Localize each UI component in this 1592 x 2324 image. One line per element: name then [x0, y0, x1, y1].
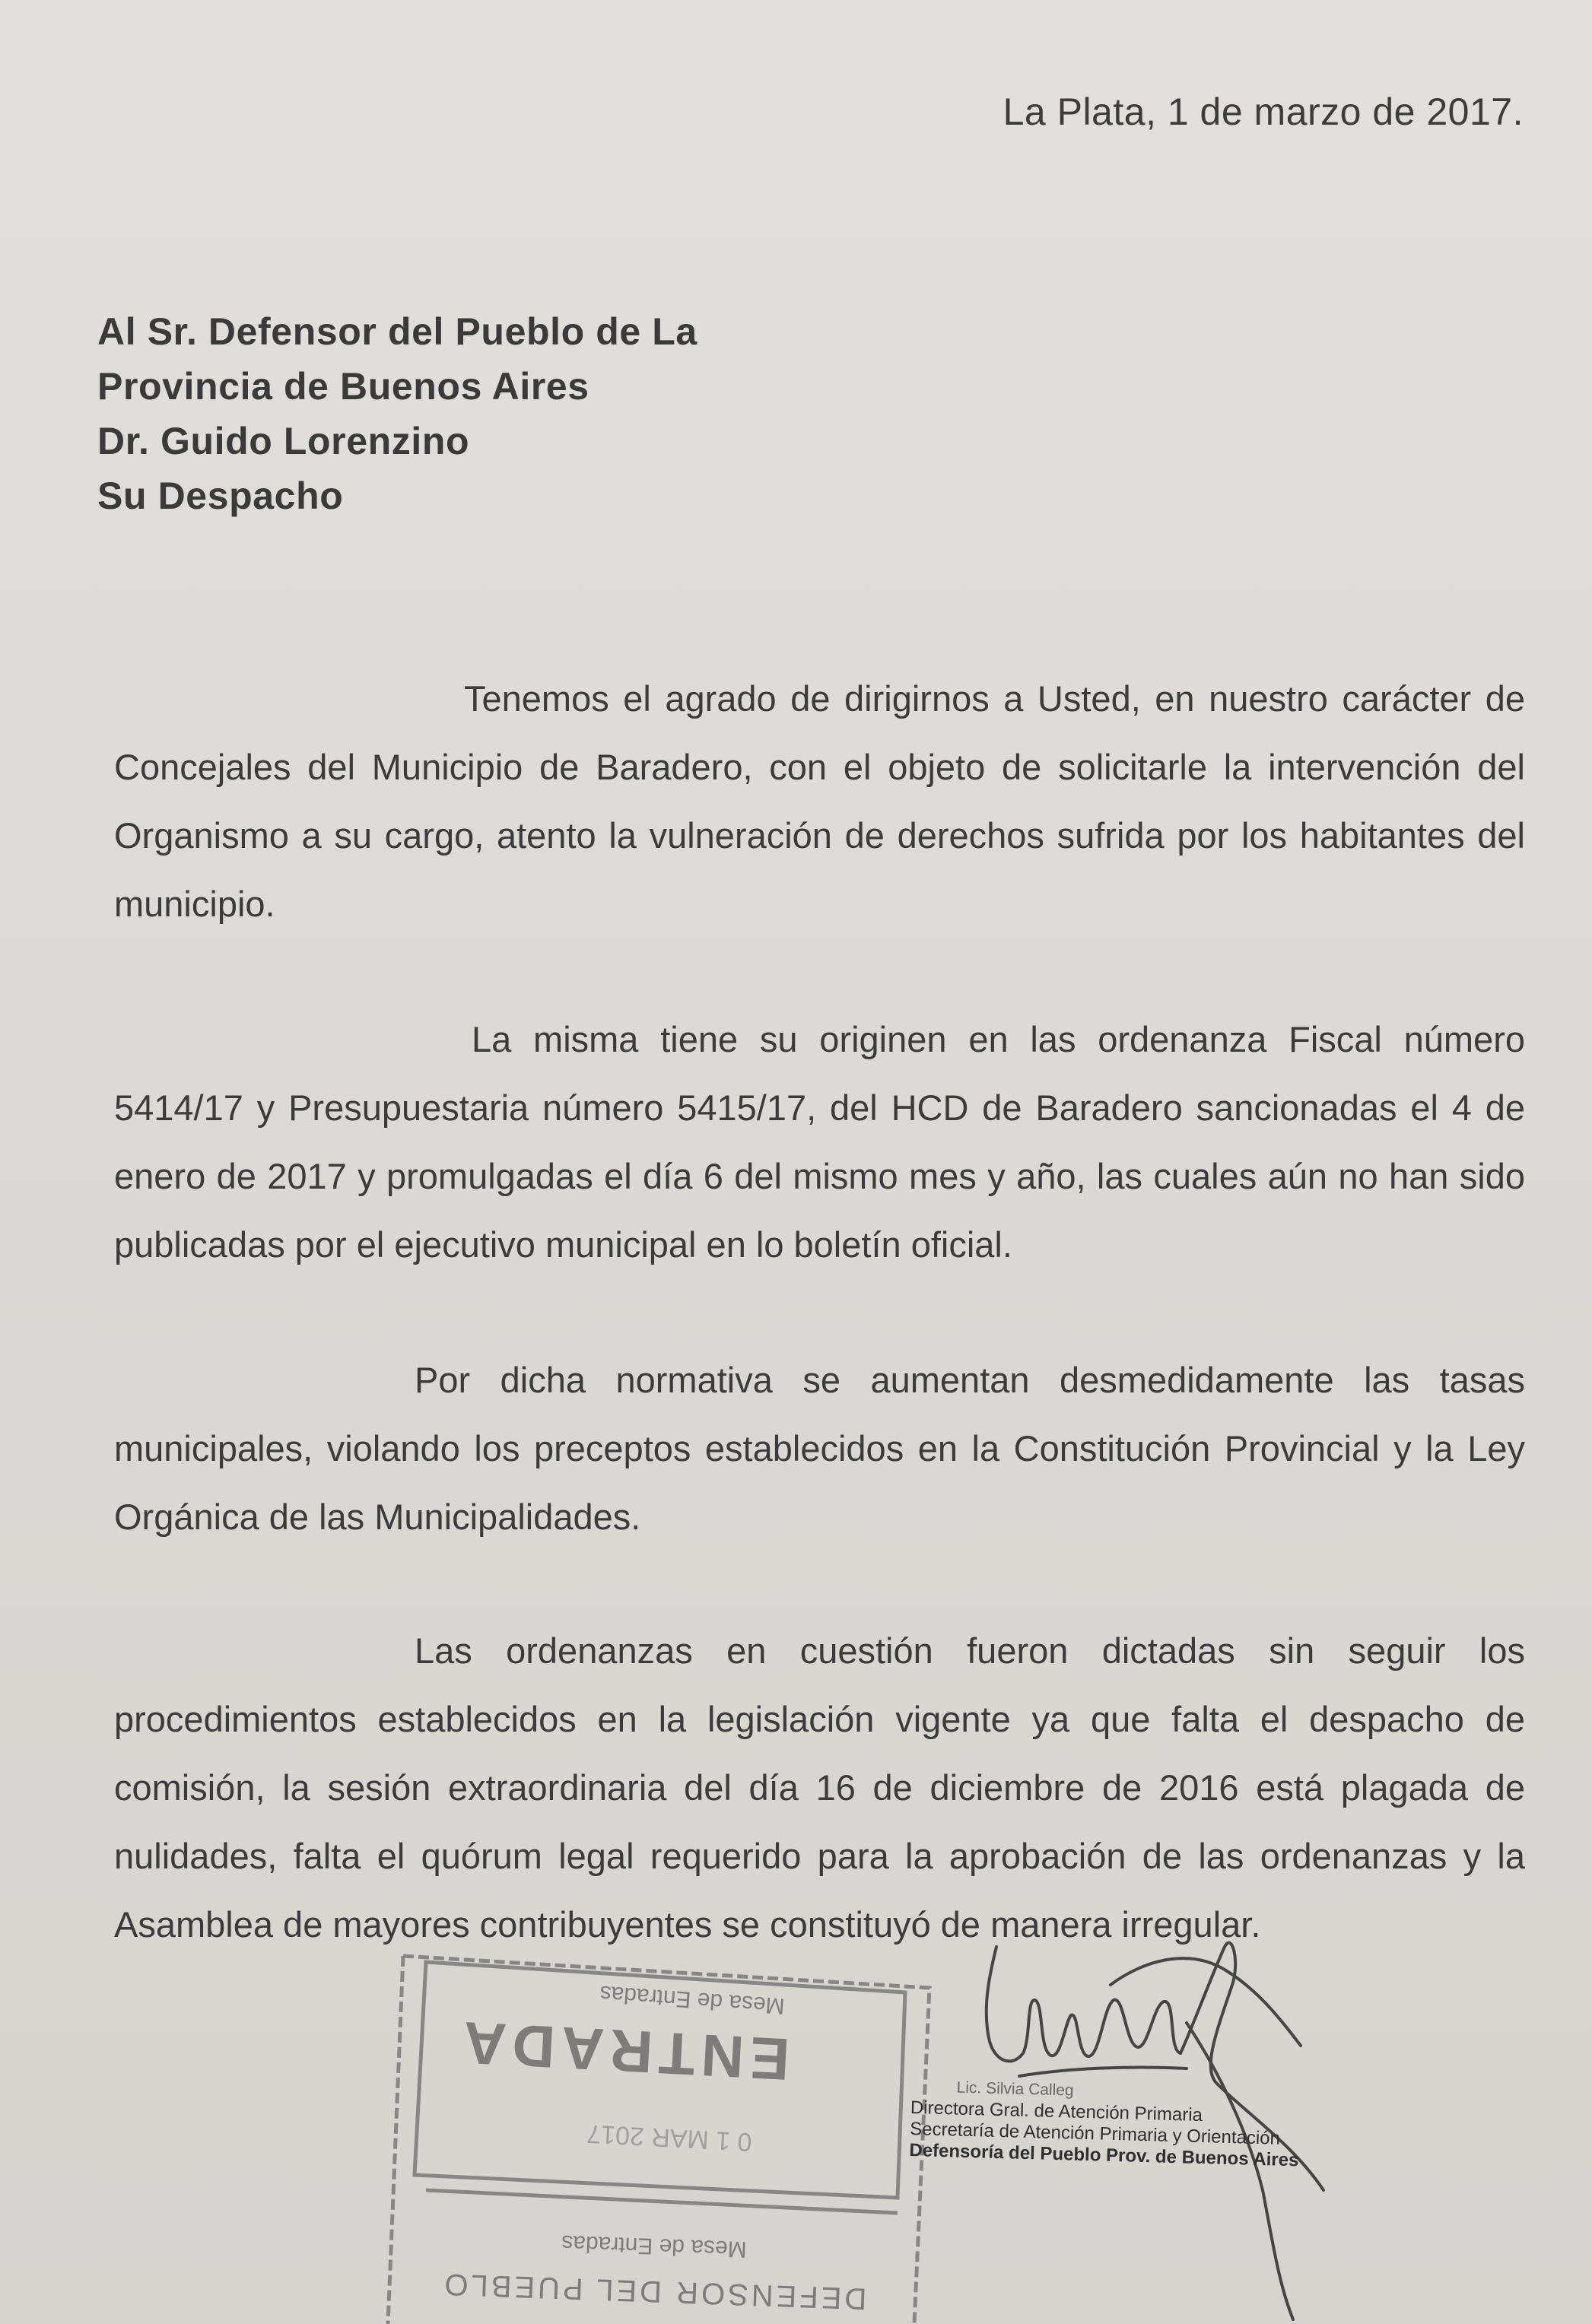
recipient-line-1: Al Sr. Defensor del Pueblo de La — [97, 310, 697, 353]
signature-block — [909, 2076, 1301, 2171]
recipient-line-3: Dr. Guido Lorenzino — [97, 420, 470, 462]
recipient-line-2: Provincia de Buenos Aires — [97, 365, 589, 408]
signature-title-1: Directora Gral. de Atención Primaria — [910, 2097, 1203, 2126]
signature-title-2: Secretaría de Atención Primaria y Orientación — [909, 2118, 1281, 2149]
stamp-top-text: Mesa de Entradas — [599, 1980, 786, 2019]
stamp-bottom-text-2: DEFENSOR DEL PUEBLO — [440, 2267, 868, 2316]
date-line: La Plata, 1 de marzo de 2017. — [1003, 90, 1524, 133]
recipient-line-4: Su Despacho — [97, 475, 344, 517]
paragraph-3: Por dicha normativa se aumentan desmedidamente las tasas municipales, violando los preceptos establecidos en la Constitución Provincial y la Ley Orgánica de las Municipalidades. — [114, 1360, 1525, 1537]
paragraph-1: Tenemos el agrado de dirigirnos a Usted, en nuestro carácter de Concejales del Municipio de Baradero, con el objeto de solicitarle la intervención del Organismo a su cargo, atento la vulneración de derechos sufrida por los habitantes del municipio. — [114, 678, 1525, 924]
stamp-date-text: 0 1 MAR 2017 — [586, 2119, 753, 2157]
recipient-block — [97, 304, 697, 523]
reception-stamp — [373, 1947, 951, 2324]
signature-name: Lic. Silvia Calleg — [956, 2078, 1074, 2100]
signature-title-3: Defensoría del Pueblo Prov. de Buenos Aires — [909, 2139, 1299, 2171]
paragraph-4: Las ordenanzas en cuestión fueron dictadas sin seguir los procedimientos establecidos en la legislación vigente ya que falta el despacho de comisión, la sesión extraordinaria del día 16 de diciembre de 2016 está plagada de nulidades, falta el quórum legal requerido para la aprobación de las ordenanzas y la Asamblea de mayores contribuyentes se constituyó de manera irregular. — [114, 1630, 1525, 1945]
stamp-bottom-text-1: Mesa de Entradas — [561, 2230, 748, 2262]
paragraph-2: La misma tiene su originen en las ordenanza Fiscal número 5414/17 y Presupuestaria número 5415/17, del HCD de Baradero sancionadas el 4 de enero de 2017 y promulgadas el día 6 del mismo mes y año, las cuales aún no han sido publicadas por el ejecutivo municipal en lo boletín oficial. — [114, 1019, 1525, 1265]
stamp-main-text: ENTRADA — [455, 2008, 792, 2094]
